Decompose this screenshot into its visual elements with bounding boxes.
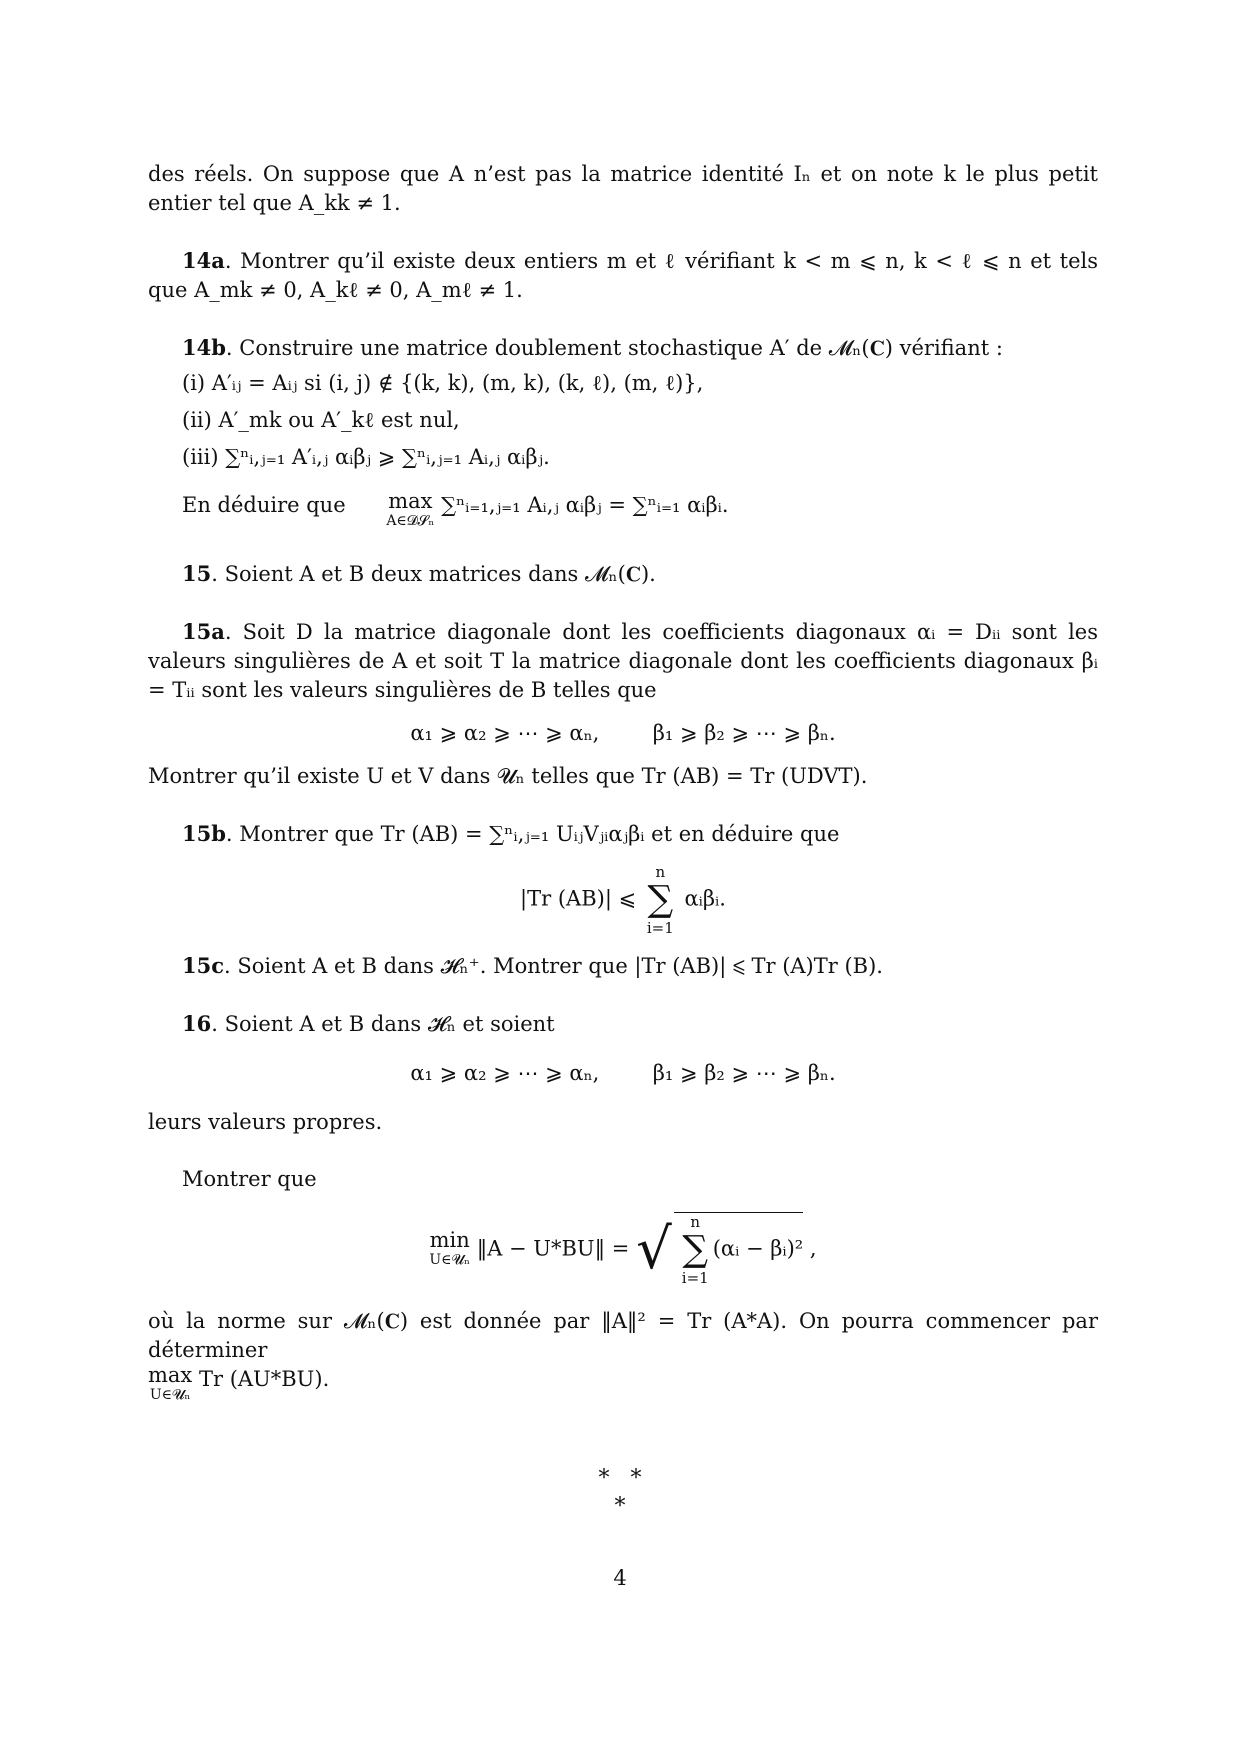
question-text: . Soient A et B dans 𝓗ₙ et soient	[211, 1012, 555, 1036]
question-number: 14b	[182, 335, 226, 360]
sigma-glyph: ∑	[647, 879, 674, 920]
norm-paragraph: où la norme sur 𝓜ₙ(𝐂) est donnée par ‖A‖² = Tr (A*A). On pourra commencer par déterminer	[148, 1309, 1098, 1362]
max-subscript: A∈𝓓𝓢ₙ	[386, 513, 435, 529]
document-body	[148, 160, 1098, 1405]
page-number: 4	[613, 1566, 627, 1590]
sum-operator	[647, 863, 674, 937]
question-15	[148, 559, 1098, 589]
display-equation: α₁ ⩾ α₂ ⩾ ⋯ ⩾ αₙ, β₁ ⩾ β₂ ⩾ ⋯ ⩾ βₙ.	[410, 721, 836, 745]
min-subscript: U∈𝓤ₙ	[429, 1252, 470, 1268]
display-equation: α₁ ⩾ α₂ ⩾ ⋯ ⩾ αₙ, β₁ ⩾ β₂ ⩾ ⋯ ⩾ βₙ.	[410, 1061, 836, 1085]
question-text: . Construire une matrice doublement stochastique A′ de 𝓜ₙ(𝐂) vérifiant :	[225, 336, 1003, 360]
max-operator	[352, 491, 434, 531]
separator-stars-bottom: *	[614, 1494, 626, 1519]
radical-sign: √	[636, 1217, 672, 1282]
deduce-rest: ∑ⁿᵢ₌₁,ⱼ₌₁ Aᵢ,ⱼ αᵢβⱼ = ∑ⁿᵢ₌₁ αᵢβᵢ.	[441, 493, 729, 517]
deduce-line	[148, 491, 1098, 531]
display-right: αᵢβᵢ.	[684, 886, 726, 911]
paragraph: leurs valeurs propres.	[148, 1110, 383, 1134]
separator-stars-top: * *	[598, 1466, 642, 1491]
show-that: Montrer que	[182, 1167, 317, 1191]
question-number: 16	[182, 1011, 212, 1036]
min-middle: ‖A − U*BU‖ =	[476, 1236, 630, 1261]
question-14a	[148, 246, 1098, 305]
min-operator	[429, 1230, 470, 1270]
question-text: . Soient A et B deux matrices dans 𝓜ₙ(𝐂).	[211, 562, 656, 586]
display-minimum	[148, 1212, 1098, 1287]
max-operator	[148, 1365, 192, 1405]
list-item: (ii) A′_mk ou A′_kℓ est nul,	[182, 408, 460, 432]
display-left: |Tr (AB)| ⩽	[520, 886, 637, 911]
sum-upper: n	[690, 1213, 701, 1231]
sqrt-body	[674, 1212, 803, 1287]
question-15c	[148, 951, 1098, 981]
question-16	[148, 1009, 1098, 1039]
sqrt-inner: (αᵢ − βᵢ)²	[712, 1236, 804, 1261]
sum-operator	[682, 1213, 709, 1287]
question-14b	[148, 333, 1098, 363]
question-number: 15c	[182, 953, 225, 978]
question-number: 15a	[182, 619, 225, 644]
deduce-prefix: En déduire que	[182, 493, 346, 517]
question-number: 15	[182, 561, 212, 586]
question-number: 14a	[182, 248, 225, 273]
paragraph: Montrer qu’il existe U et V dans 𝓤ₙ telles que Tr (AB) = Tr (UDVT).	[148, 764, 868, 788]
max-label: max	[388, 489, 433, 513]
question-15b	[148, 819, 1098, 849]
display-inequality	[148, 863, 1098, 937]
question-text: . Soient A et B dans 𝓗ₙ⁺. Montrer que |Tr (AB)| ⩽ Tr (A)Tr (B).	[224, 954, 883, 978]
sum-lower: i=1	[646, 919, 674, 937]
sum-upper: n	[655, 863, 666, 881]
min-label: min	[429, 1228, 470, 1252]
max-rest: Tr (AU*BU).	[198, 1367, 330, 1391]
list-item: (i) A′ᵢⱼ = Aᵢⱼ si (i, j) ∉ {(k, k), (m, k), (k, ℓ), (m, ℓ)},	[182, 371, 704, 395]
question-15a	[148, 617, 1098, 705]
display-end: ,	[809, 1236, 817, 1261]
question-text: . Montrer que Tr (AB) = ∑ⁿᵢ,ⱼ₌₁ UᵢⱼVⱼᵢαⱼβᵢ et en déduire que	[225, 822, 840, 846]
intro-paragraph: des réels. On suppose que A n’est pas la matrice identité Iₙ et on note k le plus petit entier tel que A_kk ≠ 1.	[148, 162, 1098, 215]
question-number: 15b	[182, 821, 226, 846]
question-text: . Montrer qu’il existe deux entiers m et ℓ vérifiant k < m ⩽ n, k < ℓ ⩽ n et tels que A_mk ≠ 0, A_kℓ ≠ 0, A_mℓ ≠ 1.	[148, 249, 1098, 302]
sum-lower: i=1	[681, 1269, 709, 1287]
max-subscript: U∈𝓤ₙ	[149, 1387, 191, 1403]
max-label: max	[148, 1363, 193, 1387]
question-text: . Soit D la matrice diagonale dont les coefficients diagonaux αᵢ = Dᵢᵢ sont les valeurs singulières de A et soit T la matrice diagonale dont les coefficients diagonaux βᵢ = Tᵢᵢ sont les valeurs singulières de B telles que	[148, 620, 1098, 702]
sigma-glyph: ∑	[682, 1229, 709, 1270]
max-line	[148, 1365, 1098, 1405]
list-item: (iii) ∑ⁿᵢ,ⱼ₌₁ A′ᵢ,ⱼ αᵢβⱼ ⩾ ∑ⁿᵢ,ⱼ₌₁ Aᵢ,ⱼ αᵢβⱼ.	[182, 445, 550, 469]
